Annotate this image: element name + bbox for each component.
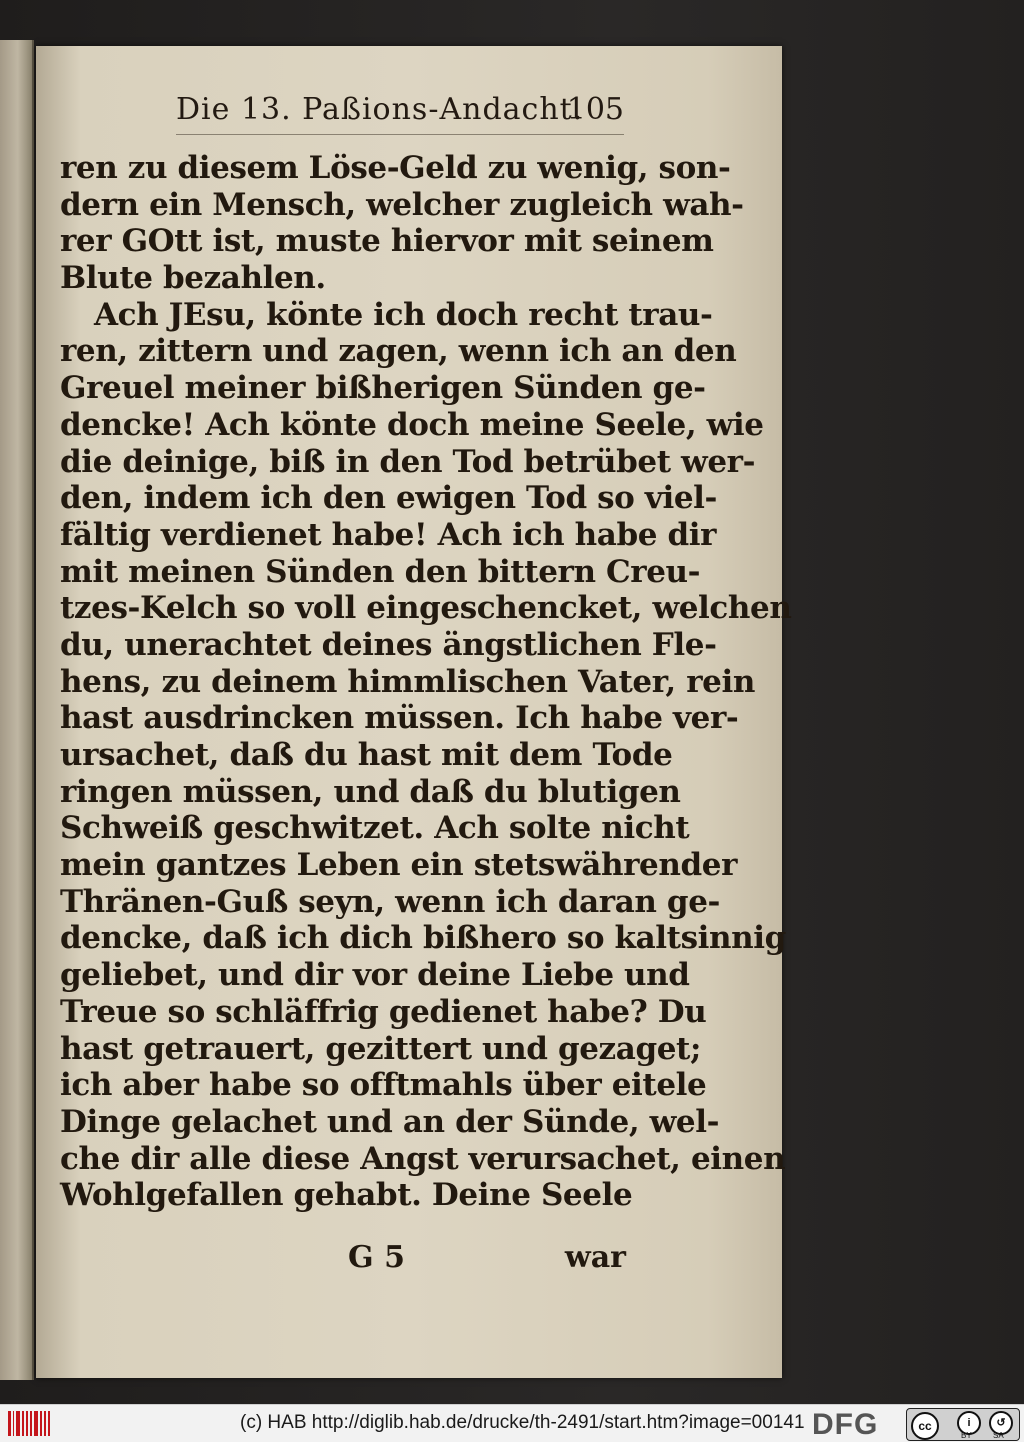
sa-label: SA: [993, 1431, 1004, 1440]
text-line: du, unerachtet deines ängstlichen Fle-: [60, 626, 717, 663]
page-header: [176, 92, 624, 135]
text-line: Thränen-Guß seyn, wenn ich daran ge-: [60, 883, 721, 920]
text-line: geliebet, und dir vor deine Liebe und: [60, 957, 690, 994]
signature-mark: G 5: [348, 1240, 405, 1275]
text-line: Blute bezahlen.: [60, 260, 326, 297]
page-footer: [60, 1240, 626, 1280]
text-line: hast ausdrincken müssen. Ich habe ver-: [60, 700, 739, 737]
text-line: Schweiß geschwitzet. Ach solte nicht: [60, 810, 690, 847]
cc-license-badge[interactable]: [906, 1408, 1020, 1441]
text-line: ren, zittern und zagen, wenn ich an den: [60, 333, 737, 370]
text-line: dern ein Mensch, welcher zugleich wah-: [60, 186, 744, 223]
text-line: Ach JEsu, könte ich doch recht trau-: [94, 296, 713, 333]
running-head: Die 13. Paßions-Andacht.: [176, 92, 584, 127]
body-text: [60, 150, 792, 1214]
text-line: dencke! Ach könte doch meine Seele, wie: [60, 406, 764, 443]
cc-icon: cc: [911, 1412, 939, 1440]
text-line: die deinige, biß in den Tod betrübet wer-: [60, 443, 756, 480]
text-line: che dir alle diese Angst verursachet, einen: [60, 1140, 786, 1177]
dfg-logo: DFG: [812, 1408, 879, 1441]
hab-barcode-icon: [8, 1411, 50, 1436]
text-line: Wohlgefallen gehabt. Deine Seele: [60, 1177, 633, 1214]
text-line: mein gantzes Leben ein stetswährender: [60, 847, 738, 884]
text-line: fältig verdienet habe! Ach ich habe dir: [60, 516, 717, 553]
catchword: war: [564, 1240, 626, 1275]
text-line: hast getrauert, gezittert und gezaget;: [60, 1030, 702, 1067]
text-line: Greuel meiner bißherigen Sünden ge-: [60, 370, 706, 407]
page-number: 105: [566, 92, 624, 127]
previous-page-edge: [0, 40, 34, 1380]
text-line: ich aber habe so offtmahls über eitele: [60, 1067, 707, 1104]
share-alike-icon: ↺: [989, 1411, 1013, 1435]
text-line: hens, zu deinem himmlischen Vater, rein: [60, 663, 755, 700]
text-line: ren zu diesem Löse-Geld zu wenig, son-: [60, 150, 731, 186]
text-line: Dinge gelachet und an der Sünde, wel-: [60, 1103, 720, 1140]
text-line: ursachet, daß du hast mit dem Tode: [60, 737, 673, 773]
text-line: den, indem ich den ewigen Tod so viel-: [60, 480, 717, 517]
text-line: dencke, daß ich dich bißhero so kaltsinnig: [60, 920, 786, 957]
by-label: BY: [961, 1431, 972, 1440]
copyright-link[interactable]: (c) HAB http://diglib.hab.de/drucke/th-2491/start.htm?image=00141: [240, 1412, 805, 1433]
attribution-bar: [0, 1404, 1024, 1442]
attribution-icon: i: [957, 1411, 981, 1435]
text-line: tzes-Kelch so voll eingeschencket, welchen: [60, 590, 792, 627]
text-line: ringen müssen, und daß du blutigen: [60, 773, 681, 810]
text-line: rer GOtt ist, muste hiervor mit seinem: [60, 223, 714, 260]
text-line: mit meinen Sünden den bittern Creu-: [60, 553, 701, 590]
text-line: Treue so schläffrig gedienet habe? Du: [60, 993, 707, 1030]
